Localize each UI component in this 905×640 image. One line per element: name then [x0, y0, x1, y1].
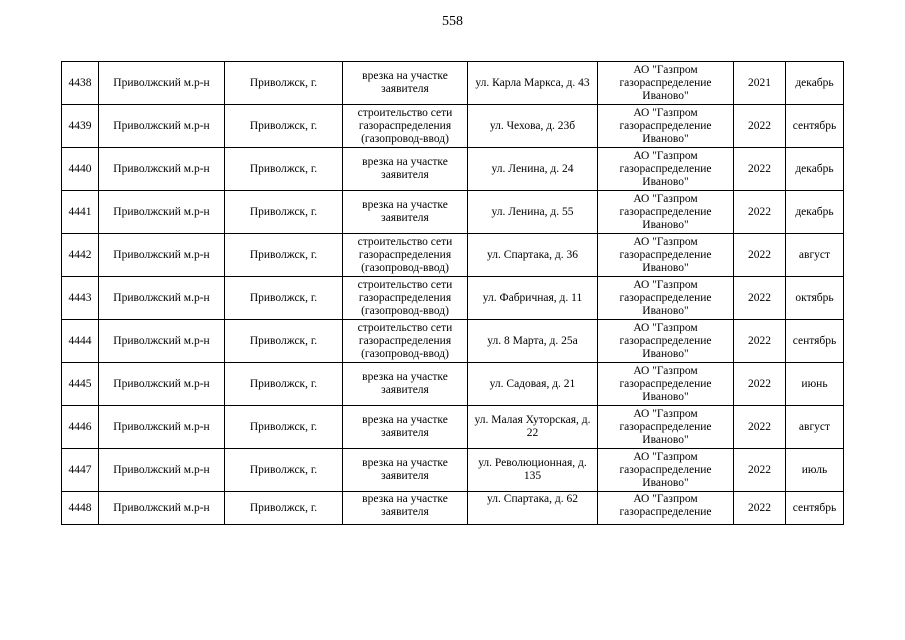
year-cell-text: 2022	[748, 248, 771, 261]
year-cell	[734, 105, 786, 148]
district-cell	[99, 148, 225, 191]
row-number-cell-text: 4444	[68, 334, 92, 347]
work-type-cell	[343, 277, 468, 320]
locality-cell-text: Приволжск, г.	[249, 420, 318, 433]
month-cell	[786, 148, 844, 191]
table-row	[62, 406, 844, 449]
row-number-cell-text: 4448	[68, 501, 92, 514]
address-cell-text: ул. Ленина, д. 24	[491, 162, 574, 175]
row-number-cell-text: 4442	[68, 248, 92, 261]
work-type-cell-text: врезка на участке заявителя	[362, 156, 448, 181]
organization-cell	[598, 62, 734, 105]
address-cell-text: ул. Спартака, д. 62	[487, 493, 578, 505]
locality-cell-text: Приволжск, г.	[249, 119, 318, 132]
year-cell-text: 2022	[748, 291, 771, 304]
district-cell	[99, 62, 225, 105]
address-cell	[468, 148, 598, 191]
month-cell	[786, 191, 844, 234]
address-cell	[468, 320, 598, 363]
district-cell-text: Приволжский м.р-н	[113, 463, 210, 476]
district-cell-text: Приволжский м.р-н	[113, 162, 210, 175]
address-cell	[468, 406, 598, 449]
work-type-cell	[343, 449, 468, 492]
work-type-cell-text: врезка на участке заявителя	[362, 414, 448, 439]
year-cell-text: 2022	[748, 463, 771, 476]
row-number-cell	[62, 62, 99, 105]
work-type-cell-text: врезка на участке заявителя	[362, 371, 448, 396]
organization-cell	[598, 406, 734, 449]
page-number: 558	[442, 14, 463, 29]
organization-cell-text: АО "Газпром газораспределение Иваново"	[619, 364, 712, 403]
locality-cell-text: Приволжск, г.	[249, 334, 318, 347]
month-cell	[786, 277, 844, 320]
organization-cell-text: АО "Газпром газораспределение Иваново"	[619, 407, 712, 446]
locality-cell	[225, 320, 343, 363]
row-number-cell-text: 4439	[68, 119, 92, 132]
year-cell-text: 2022	[748, 334, 771, 347]
work-type-cell-text: врезка на участке заявителя	[362, 199, 448, 224]
row-number-cell-text: 4443	[68, 291, 92, 304]
year-cell-text: 2022	[748, 162, 771, 175]
address-cell-text: ул. Малая Хуторская, д. 22	[474, 414, 591, 439]
address-cell	[468, 191, 598, 234]
district-cell-text: Приволжский м.р-н	[113, 248, 210, 261]
work-type-cell	[343, 105, 468, 148]
table-row	[62, 191, 844, 234]
district-cell-text: Приволжский м.р-н	[113, 76, 210, 89]
locality-cell	[225, 406, 343, 449]
table-row	[62, 234, 844, 277]
address-cell-text: ул. Садовая, д. 21	[489, 377, 576, 390]
year-cell-text: 2021	[748, 76, 771, 89]
month-cell-text: июнь	[801, 377, 828, 390]
organization-cell-text: АО "Газпром газораспределение Иваново"	[619, 63, 712, 102]
address-cell	[468, 363, 598, 406]
locality-cell	[225, 105, 343, 148]
organization-cell-text: АО "Газпром газораспределение Иваново"	[619, 321, 712, 360]
year-cell	[734, 320, 786, 363]
month-cell	[786, 320, 844, 363]
row-number-cell-text: 4447	[68, 463, 92, 476]
organization-cell-text: АО "Газпром газораспределение Иваново"	[619, 278, 712, 317]
organization-cell-text: АО "Газпром газораспределение Иваново"	[619, 450, 712, 489]
district-cell-text: Приволжский м.р-н	[113, 119, 210, 132]
row-number-cell	[62, 105, 99, 148]
address-cell	[468, 62, 598, 105]
organization-cell-text: АО "Газпром газораспределение	[619, 493, 712, 518]
address-cell	[468, 277, 598, 320]
organization-cell	[598, 320, 734, 363]
district-cell	[99, 105, 225, 148]
month-cell-text: декабрь	[795, 162, 834, 175]
month-cell	[786, 234, 844, 277]
locality-cell	[225, 492, 343, 525]
locality-cell-text: Приволжск, г.	[249, 291, 318, 304]
year-cell	[734, 406, 786, 449]
work-type-cell	[343, 191, 468, 234]
row-number-cell	[62, 277, 99, 320]
table-row	[62, 363, 844, 406]
locality-cell	[225, 277, 343, 320]
year-cell	[734, 62, 786, 105]
address-cell	[468, 492, 598, 525]
organization-cell-text: АО "Газпром газораспределение Иваново"	[619, 192, 712, 231]
table-row	[62, 62, 844, 105]
row-number-cell-text: 4445	[68, 377, 92, 390]
work-type-cell	[343, 62, 468, 105]
work-type-cell-text: строительство сети газораспределения (газопровод-ввод)	[357, 321, 453, 360]
organization-cell	[598, 191, 734, 234]
address-cell-text: ул. Спартака, д. 36	[487, 248, 578, 261]
row-number-cell	[62, 320, 99, 363]
organization-cell	[598, 234, 734, 277]
locality-cell	[225, 234, 343, 277]
organization-cell-text: АО "Газпром газораспределение Иваново"	[619, 106, 712, 145]
year-cell-text: 2022	[748, 377, 771, 390]
locality-cell	[225, 62, 343, 105]
locality-cell-text: Приволжск, г.	[249, 205, 318, 218]
organization-cell	[598, 492, 734, 525]
table-row	[62, 320, 844, 363]
work-type-cell	[343, 234, 468, 277]
organization-cell	[598, 105, 734, 148]
locality-cell-text: Приволжск, г.	[249, 463, 318, 476]
month-cell-text: сентябрь	[792, 334, 837, 347]
row-number-cell	[62, 234, 99, 277]
work-type-cell	[343, 363, 468, 406]
year-cell	[734, 148, 786, 191]
locality-cell-text: Приволжск, г.	[249, 162, 318, 175]
work-type-cell-text: строительство сети газораспределения (газопровод-ввод)	[357, 235, 453, 274]
district-cell-text: Приволжский м.р-н	[113, 334, 210, 347]
table-row	[62, 277, 844, 320]
year-cell	[734, 449, 786, 492]
row-number-cell	[62, 363, 99, 406]
work-type-cell	[343, 492, 468, 525]
organization-cell-text: АО "Газпром газораспределение Иваново"	[619, 235, 712, 274]
district-cell-text: Приволжский м.р-н	[113, 501, 210, 514]
locality-cell	[225, 363, 343, 406]
district-cell-text: Приволжский м.р-н	[113, 205, 210, 218]
address-cell-text: ул. Революционная, д. 135	[478, 457, 587, 482]
year-cell	[734, 234, 786, 277]
table-row	[62, 148, 844, 191]
year-cell	[734, 277, 786, 320]
address-cell	[468, 105, 598, 148]
district-cell-text: Приволжский м.р-н	[113, 377, 210, 390]
month-cell	[786, 105, 844, 148]
address-cell-text: ул. Ленина, д. 55	[491, 205, 574, 218]
locality-cell	[225, 148, 343, 191]
table-row	[62, 105, 844, 148]
work-type-cell-text: строительство сети газораспределения (газопровод-ввод)	[357, 278, 453, 317]
row-number-cell	[62, 191, 99, 234]
work-type-cell-text: врезка на участке заявителя	[362, 457, 448, 482]
district-cell	[99, 449, 225, 492]
month-cell-text: октябрь	[795, 291, 834, 304]
organization-cell	[598, 148, 734, 191]
month-cell	[786, 406, 844, 449]
district-cell	[99, 277, 225, 320]
organization-cell	[598, 363, 734, 406]
row-number-cell-text: 4440	[68, 162, 92, 175]
locality-cell	[225, 449, 343, 492]
row-number-cell-text: 4446	[68, 420, 92, 433]
address-cell-text: ул. Фабричная, д. 11	[482, 291, 583, 304]
district-cell	[99, 406, 225, 449]
address-cell-text: ул. Чехова, д. 23б	[489, 119, 576, 132]
row-number-cell-text: 4438	[68, 76, 92, 89]
table-row	[62, 449, 844, 492]
locality-cell	[225, 191, 343, 234]
month-cell-text: сентябрь	[792, 501, 837, 514]
work-type-cell	[343, 148, 468, 191]
row-number-cell	[62, 406, 99, 449]
district-cell-text: Приволжский м.р-н	[113, 291, 210, 304]
row-number-cell	[62, 148, 99, 191]
month-cell-text: декабрь	[795, 205, 834, 218]
row-number-cell	[62, 449, 99, 492]
table-body	[62, 62, 844, 525]
locality-cell-text: Приволжск, г.	[249, 248, 318, 261]
month-cell	[786, 363, 844, 406]
locality-cell-text: Приволжск, г.	[249, 501, 318, 514]
table-row	[62, 492, 844, 525]
month-cell-text: август	[798, 420, 831, 433]
row-number-cell	[62, 492, 99, 525]
month-cell	[786, 449, 844, 492]
district-cell-text: Приволжский м.р-н	[113, 420, 210, 433]
year-cell-text: 2022	[748, 205, 771, 218]
year-cell-text: 2022	[748, 119, 771, 132]
year-cell-text: 2022	[748, 420, 771, 433]
locality-cell-text: Приволжск, г.	[249, 76, 318, 89]
district-cell	[99, 234, 225, 277]
month-cell	[786, 62, 844, 105]
registry-table	[61, 61, 844, 525]
month-cell-text: сентябрь	[792, 119, 837, 132]
month-cell	[786, 492, 844, 525]
work-type-cell	[343, 406, 468, 449]
work-type-cell-text: врезка на участке заявителя	[362, 493, 448, 518]
organization-cell	[598, 277, 734, 320]
row-number-cell-text: 4441	[68, 205, 92, 218]
work-type-cell-text: строительство сети газораспределения (газопровод-ввод)	[357, 106, 453, 145]
year-cell	[734, 492, 786, 525]
month-cell-text: июль	[801, 463, 828, 476]
address-cell-text: ул. 8 Марта, д. 25а	[487, 334, 578, 347]
month-cell-text: август	[798, 248, 831, 261]
year-cell	[734, 191, 786, 234]
organization-cell	[598, 449, 734, 492]
year-cell	[734, 363, 786, 406]
organization-cell-text: АО "Газпром газораспределение Иваново"	[619, 149, 712, 188]
district-cell	[99, 492, 225, 525]
address-cell	[468, 234, 598, 277]
district-cell	[99, 363, 225, 406]
address-cell	[468, 449, 598, 492]
district-cell	[99, 320, 225, 363]
work-type-cell-text: врезка на участке заявителя	[362, 70, 448, 95]
locality-cell-text: Приволжск, г.	[249, 377, 318, 390]
month-cell-text: декабрь	[795, 76, 834, 89]
district-cell	[99, 191, 225, 234]
work-type-cell	[343, 320, 468, 363]
address-cell-text: ул. Карла Маркса, д. 43	[475, 76, 590, 89]
year-cell-text: 2022	[748, 501, 771, 514]
